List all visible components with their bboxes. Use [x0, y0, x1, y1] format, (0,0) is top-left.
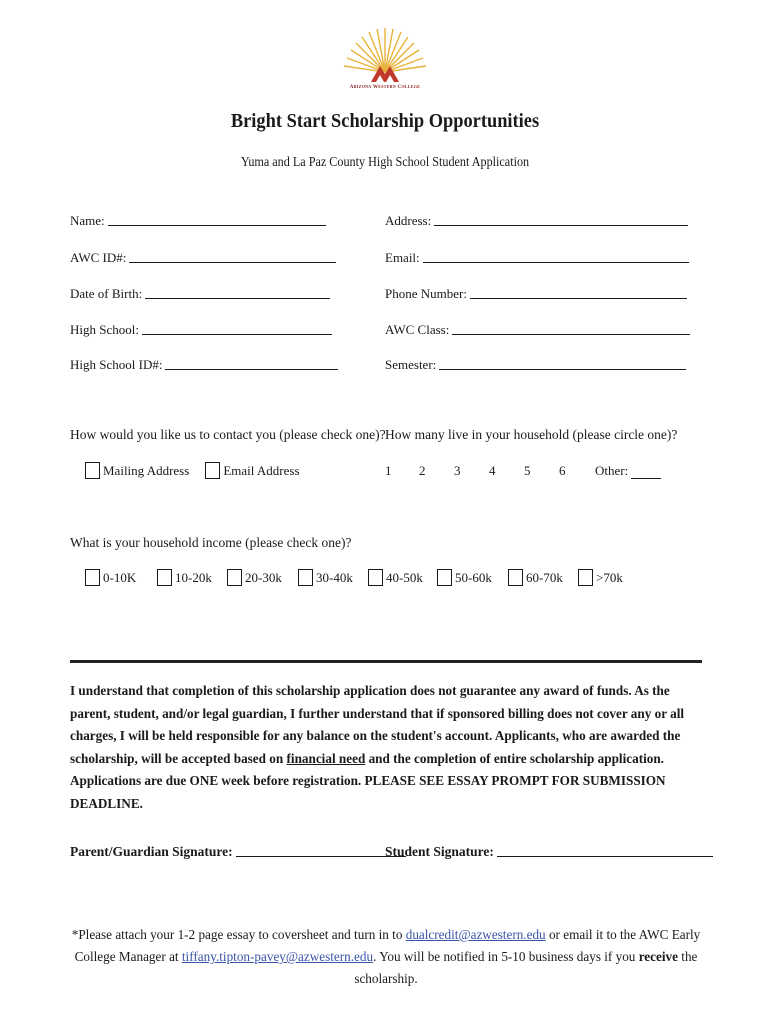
parent-signature-line[interactable] [236, 856, 406, 857]
agreement-statement [70, 680, 702, 815]
income-checkbox-5[interactable] [368, 569, 383, 586]
section-divider [70, 660, 702, 663]
household-option-2[interactable]: 2 [419, 463, 426, 478]
income-option-4[interactable] [298, 569, 368, 586]
statement-underlined: financial need [286, 750, 366, 766]
income-option-1[interactable] [85, 569, 157, 586]
household-option-1[interactable]: 1 [385, 463, 392, 478]
household-option-4[interactable]: 4 [489, 463, 496, 478]
student-signature-field[interactable] [385, 842, 713, 860]
income-label-7: 60-70k [526, 569, 563, 585]
income-checkbox-2[interactable] [157, 569, 172, 586]
student-signature-label: Student Signature: [385, 844, 494, 859]
dob-field[interactable] [70, 284, 330, 302]
footer-text-4: the scholarship. [354, 949, 698, 986]
email-label: Email: [385, 250, 420, 265]
income-checkbox-7[interactable] [508, 569, 523, 586]
dualcredit-email-link[interactable]: dualcredit@azwestern.edu [405, 927, 546, 942]
semester-label: Semester: [385, 357, 437, 372]
high-school-field[interactable] [70, 320, 332, 338]
income-option-6[interactable] [437, 569, 508, 586]
income-option-5[interactable] [368, 569, 437, 586]
contact-option-email[interactable] [205, 462, 299, 479]
address-field[interactable] [385, 211, 688, 229]
high-school-label: High School: [70, 322, 139, 337]
income-label-4: 30-40k [316, 569, 353, 585]
income-label-3: 20-30k [245, 569, 282, 585]
income-option-8[interactable] [578, 569, 623, 586]
contact-question: How would you like us to contact you (please check one)? [70, 427, 386, 442]
semester-line[interactable] [439, 368, 686, 370]
income-question: What is your household income (please check one)? [70, 535, 352, 550]
address-label: Address: [385, 213, 432, 228]
income-label-2: 10-20k [175, 569, 212, 585]
manager-email-link[interactable]: tiffany.tipton-pavey@azwestern.edu [181, 949, 374, 964]
student-signature-line[interactable] [497, 856, 713, 857]
logo-text: Arizona Western College [349, 85, 421, 90]
name-label: Name: [70, 213, 105, 228]
income-checkbox-8[interactable] [578, 569, 593, 586]
footer-text-1: *Please attach your 1-2 page essay to coversheet and turn in to [71, 927, 406, 942]
income-checkbox-4[interactable] [298, 569, 313, 586]
semester-field[interactable] [385, 355, 686, 373]
income-label-8: >70k [596, 569, 623, 585]
awc-id-line[interactable] [129, 261, 336, 263]
footer-text-3: . You will be notified in 5-10 business days if you [373, 949, 639, 964]
household-option-3[interactable]: 3 [454, 463, 461, 478]
income-option-3[interactable] [227, 569, 298, 586]
parent-signature-field[interactable] [70, 842, 406, 860]
household-question: How many live in your household (please circle one)? [385, 427, 678, 442]
income-options [85, 569, 623, 586]
page-subtitle: Yuma and La Paz County High School Student Application [240, 154, 530, 169]
income-checkbox-6[interactable] [437, 569, 452, 586]
footer-note [70, 924, 702, 990]
household-option-6[interactable]: 6 [559, 463, 566, 478]
statement-part-2: and the completion of entire scholarship application. Applications are due ONE week before registration. PLEASE SEE ESSAY PROMPT FOR SUBMISSION DEADLINE. [70, 750, 666, 811]
email-field[interactable] [385, 248, 689, 266]
contact-options [85, 462, 300, 479]
phone-field[interactable] [385, 284, 687, 302]
statement-part-1: I understand that completion of this scholarship application does not guarantee any award of funds. As the parent, student, and/or legal guardian, I further understand that if sponsored billing does not cover any or all charges, I will be held responsible for any balance on the student's account. Applicants, who are awarded the scholarship, will be accepted based on [70, 683, 685, 766]
income-label-1: 0-10K [103, 569, 137, 585]
high-school-line[interactable] [142, 333, 332, 335]
name-field[interactable] [70, 211, 326, 229]
page-title: Bright Start Scholarship Opportunities [230, 110, 540, 132]
income-checkbox-1[interactable] [85, 569, 100, 586]
hs-id-field[interactable] [70, 355, 338, 373]
income-label-6: 50-60k [455, 569, 492, 585]
address-line[interactable] [434, 224, 688, 226]
other-label: Other: [595, 463, 629, 478]
hs-id-label: High School ID#: [70, 357, 163, 372]
email-address-checkbox[interactable] [205, 462, 220, 479]
awc-class-label: AWC Class: [385, 322, 450, 337]
mailing-address-checkbox[interactable] [85, 462, 100, 479]
income-label-5: 40-50k [386, 569, 423, 585]
household-option-other[interactable] [595, 463, 661, 479]
other-line[interactable] [631, 477, 661, 479]
footer-text-2: or email it to the AWC Early College Manager at [74, 927, 701, 964]
email-address-label: Email Address [223, 462, 300, 478]
awc-class-line[interactable] [452, 333, 690, 335]
parent-signature-label: Parent/Guardian Signature: [70, 844, 233, 859]
contact-option-mail[interactable] [85, 462, 189, 479]
income-option-7[interactable] [508, 569, 578, 586]
income-checkbox-3[interactable] [227, 569, 242, 586]
mailing-address-label: Mailing Address [103, 462, 190, 478]
name-line[interactable] [108, 224, 326, 226]
household-option-5[interactable]: 5 [524, 463, 531, 478]
dob-label: Date of Birth: [70, 286, 143, 301]
income-option-2[interactable] [157, 569, 227, 586]
dob-line[interactable] [145, 297, 330, 299]
footer-bold-receive: receive [638, 949, 678, 964]
email-line[interactable] [423, 261, 689, 263]
phone-label: Phone Number: [385, 286, 467, 301]
awc-id-label: AWC ID#: [70, 250, 127, 265]
awc-id-field[interactable] [70, 248, 336, 266]
phone-line[interactable] [470, 297, 687, 299]
hs-id-line[interactable] [165, 368, 338, 370]
awc-class-field[interactable] [385, 320, 690, 338]
